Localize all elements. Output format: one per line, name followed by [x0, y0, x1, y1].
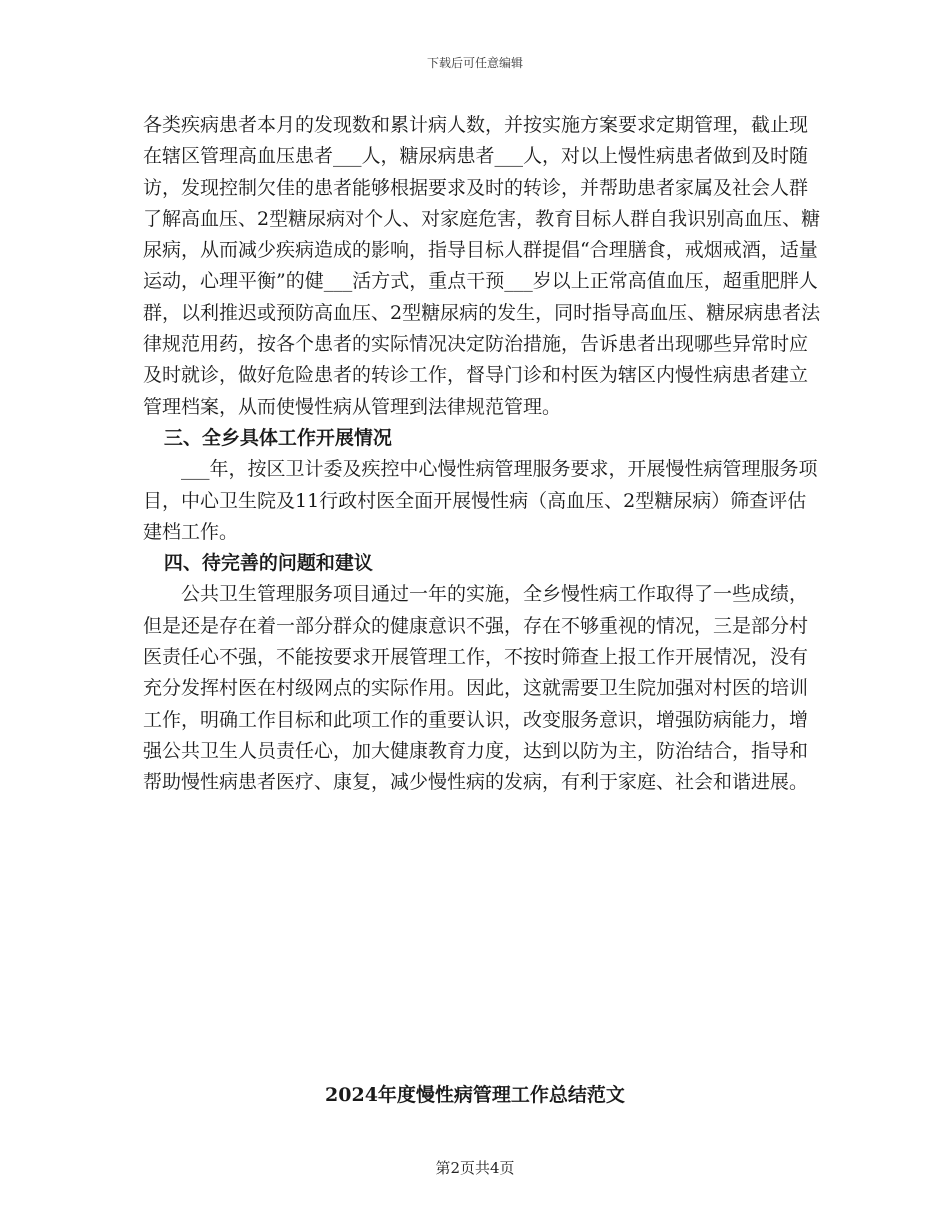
paragraph-work-status: ___年，按区卫计委及疾控中心慢性病管理服务要求，开展慢性病管理服务项目，中心卫生院及11行政村医全面开展慢性病（高血压、2型糖尿病）筛查评估建档工作。	[143, 458, 818, 543]
section-heading-3: 三、全乡具体工作开展情况	[163, 426, 392, 449]
paragraph-chronic-disease-management: 各类疾病患者本月的发现数和累计病人数，并按实施方案要求定期管理，截止现在辖区管理高血压患者___人，糖尿病患者___人，对以上慢性病患者做到及时随访，发现控制欠佳的患者能够根据要求及时的转诊，并帮助患者家属及社会人群了解高血压、2型糖尿病对个人、对家庭危害，教育目标人群自我识别高血压、糖尿病，从而减少疾病造成的影响，指导目标人群提倡“合理膳食，戒烟戒酒，适量运动，心理平衡”的健___活方式，重点干预___岁以上正常高值血压，超重肥胖人群，以利推迟或预防高血压、2型糖尿病的发生，同时指导高血压、糖尿病患者法律规范用药，按各个患者的实际情况决定防治措施，告诉患者出现哪些异常时应及时就诊，做好危险患者的转诊工作，督导门诊和村医为辖区内慢性病患者建立管理档案，从而使慢性病从管理到法律规范管理。	[143, 114, 821, 418]
next-document-title: 2024年度慢性病管理工作总结范文	[325, 1084, 625, 1106]
section-heading-4: 四、待完善的问题和建议	[163, 552, 373, 575]
page-header: 下载后可任意编辑	[426, 56, 523, 70]
paragraph-problems-suggestions: 公共卫生管理服务项目通过一年的实施，全乡慢性病工作取得了一些成绩，但是还是存在着一部分群众的健康意识不强，存在不够重视的情况，三是部分村医责任心不强，不能按要求开展管理工作，不按时筛查上报工作开展情况，没有充分发挥村医在村级网点的实际作用。因此，这就需要卫生院加强对村医的培训工作，明确工作目标和此项工作的重要认识，改变服务意识，增强防病能力，增强公共卫生人员责任心，加大健康教育力度，达到以防为主，防治结合，指导和帮助慢性病患者医疗、康复，减少慢性病的发病，有利于家庭、社会和谐进展。	[143, 583, 809, 794]
page-footer: 第2页共4页	[435, 1159, 515, 1177]
document-body	[143, 110, 823, 799]
